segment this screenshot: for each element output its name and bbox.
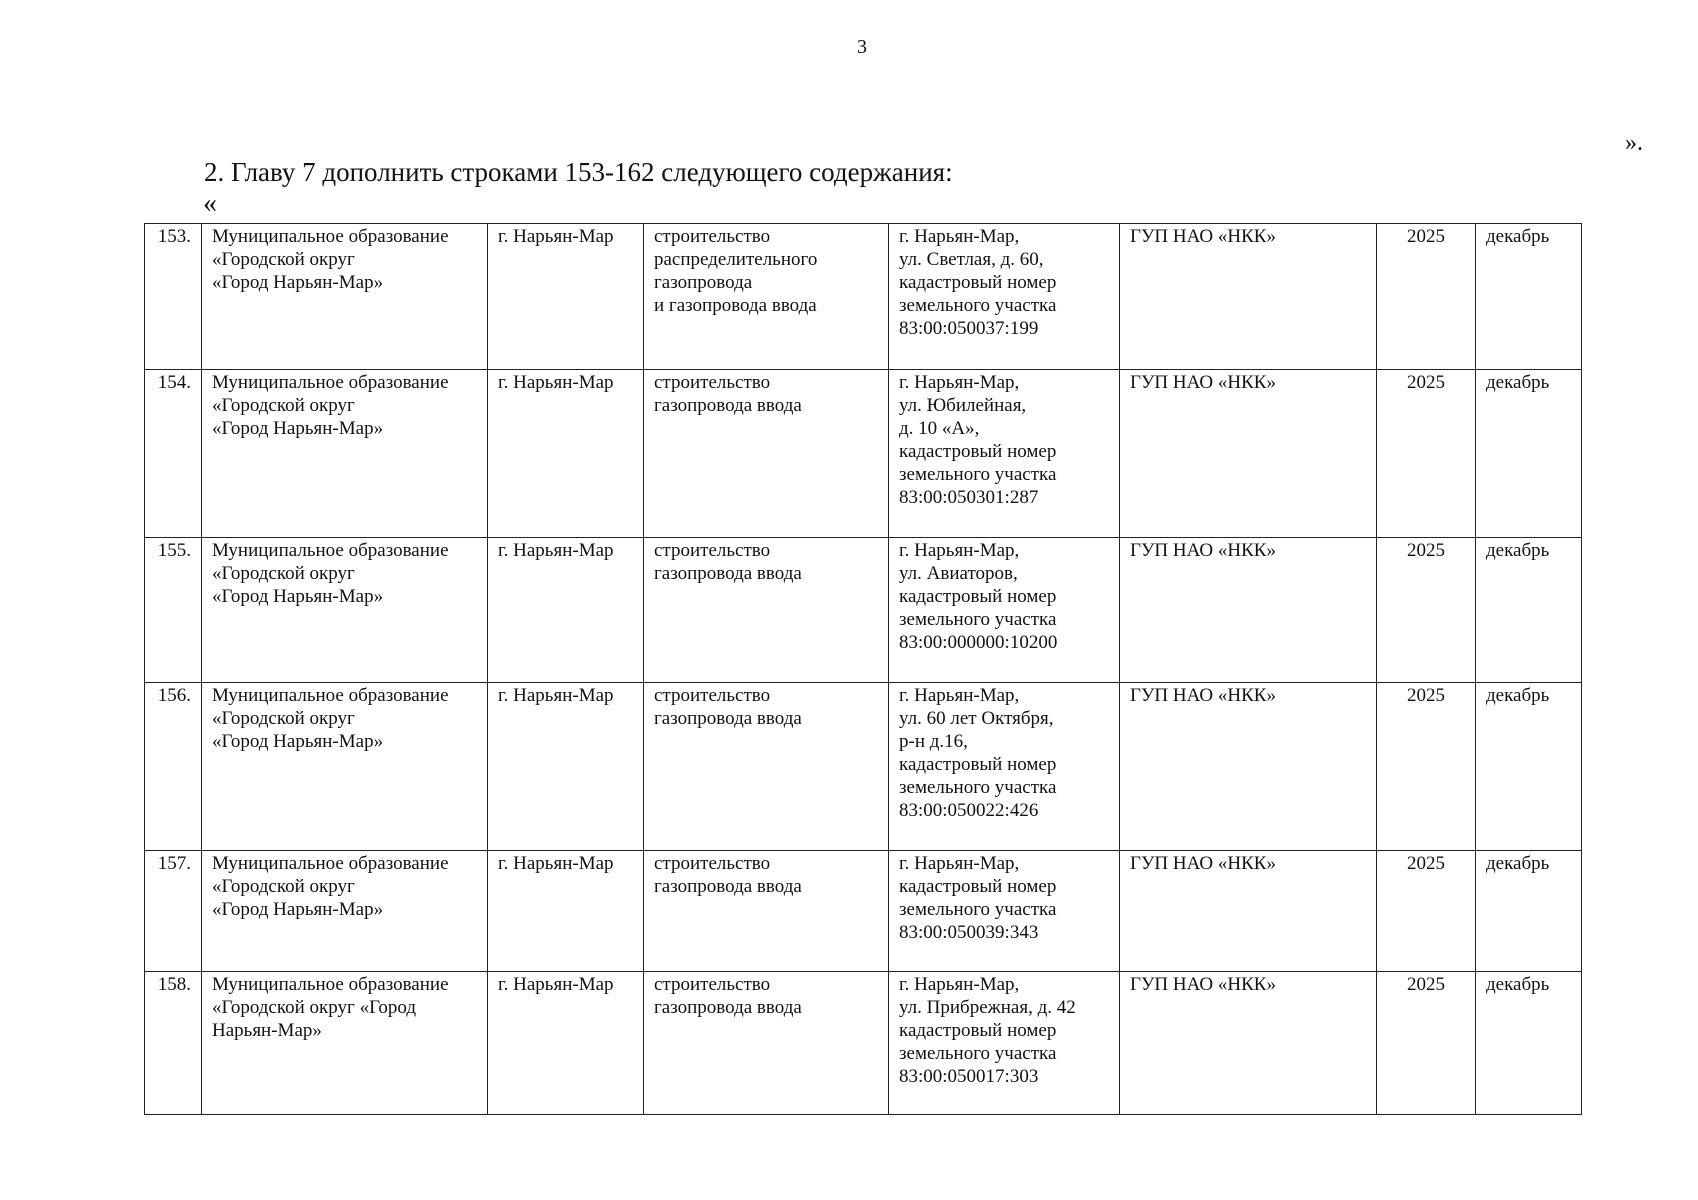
year-cell: 2025 — [1377, 972, 1476, 1115]
row-number: 155. — [145, 538, 202, 683]
closing-quote: ». — [1625, 130, 1643, 156]
work-cell: строительство газопровода ввода — [644, 851, 889, 972]
table-row — [145, 224, 1582, 370]
settlement-cell: г. Нарьян-Мар — [488, 224, 644, 370]
municipality-cell: Муниципальное образование «Городской округ «Город Нарьян-Мар» — [202, 851, 488, 972]
settlement-cell: г. Нарьян-Мар — [488, 851, 644, 972]
row-number: 156. — [145, 683, 202, 851]
address-cell: г. Нарьян-Мар, ул. Авиаторов, кадастровый номер земельного участка 83:00:000000:10200 — [889, 538, 1120, 683]
section-heading: 2. Главу 7 дополнить строками 153-162 следующего содержания: — [204, 157, 953, 187]
organization-cell: ГУП НАО «НКК» — [1120, 851, 1377, 972]
organization-cell: ГУП НАО «НКК» — [1120, 972, 1377, 1115]
table-row — [145, 972, 1582, 1115]
row-number: 158. — [145, 972, 202, 1115]
address-cell: г. Нарьян-Мар, ул. Юбилейная, д. 10 «А», кадастровый номер земельного участка 83:00:050301:287 — [889, 370, 1120, 538]
row-number: 157. — [145, 851, 202, 972]
month-cell: декабрь — [1476, 538, 1582, 683]
address-cell: г. Нарьян-Мар, кадастровый номер земельного участка 83:00:050039:343 — [889, 851, 1120, 972]
municipality-cell: Муниципальное образование «Городской округ «Город Нарьян-Мар» — [202, 683, 488, 851]
municipality-cell: Муниципальное образование «Городской округ «Город Нарьян-Мар» — [202, 224, 488, 370]
month-cell: декабрь — [1476, 972, 1582, 1115]
table-row — [145, 851, 1582, 972]
settlement-cell: г. Нарьян-Мар — [488, 538, 644, 683]
table-row — [145, 683, 1582, 851]
address-cell: г. Нарьян-Мар, ул. 60 лет Октября, р-н д.16, кадастровый номер земельного участка 83:00:050022:426 — [889, 683, 1120, 851]
work-cell: строительство газопровода ввода — [644, 683, 889, 851]
gasification-table — [144, 223, 1582, 1115]
organization-cell: ГУП НАО «НКК» — [1120, 683, 1377, 851]
organization-cell: ГУП НАО «НКК» — [1120, 538, 1377, 683]
settlement-cell: г. Нарьян-Мар — [488, 370, 644, 538]
settlement-cell: г. Нарьян-Мар — [488, 972, 644, 1115]
organization-cell: ГУП НАО «НКК» — [1120, 224, 1377, 370]
address-cell: г. Нарьян-Мар, ул. Светлая, д. 60, кадастровый номер земельного участка 83:00:050037:199 — [889, 224, 1120, 370]
address-cell: г. Нарьян-Мар, ул. Прибрежная, д. 42 кадастровый номер земельного участка 83:00:050017:303 — [889, 972, 1120, 1115]
table-row — [145, 370, 1582, 538]
year-cell: 2025 — [1377, 370, 1476, 538]
page-number: 3 — [857, 36, 867, 58]
month-cell: декабрь — [1476, 683, 1582, 851]
work-cell: строительство распределительного газопровода и газопровода ввода — [644, 224, 889, 370]
row-number: 153. — [145, 224, 202, 370]
row-number: 154. — [145, 370, 202, 538]
table-row — [145, 538, 1582, 683]
work-cell: строительство газопровода ввода — [644, 538, 889, 683]
work-cell: строительство газопровода ввода — [644, 370, 889, 538]
municipality-cell: Муниципальное образование «Городской округ «Город Нарьян-Мар» — [202, 370, 488, 538]
month-cell: декабрь — [1476, 370, 1582, 538]
year-cell: 2025 — [1377, 538, 1476, 683]
organization-cell: ГУП НАО «НКК» — [1120, 370, 1377, 538]
municipality-cell: Муниципальное образование «Городской округ «Город Нарьян-Мар» — [202, 538, 488, 683]
opening-quote: « — [203, 188, 217, 219]
month-cell: декабрь — [1476, 224, 1582, 370]
municipality-cell: Муниципальное образование «Городской округ «Город Нарьян-Мар» — [202, 972, 488, 1115]
work-cell: строительство газопровода ввода — [644, 972, 889, 1115]
year-cell: 2025 — [1377, 683, 1476, 851]
month-cell: декабрь — [1476, 851, 1582, 972]
settlement-cell: г. Нарьян-Мар — [488, 683, 644, 851]
year-cell: 2025 — [1377, 224, 1476, 370]
year-cell: 2025 — [1377, 851, 1476, 972]
